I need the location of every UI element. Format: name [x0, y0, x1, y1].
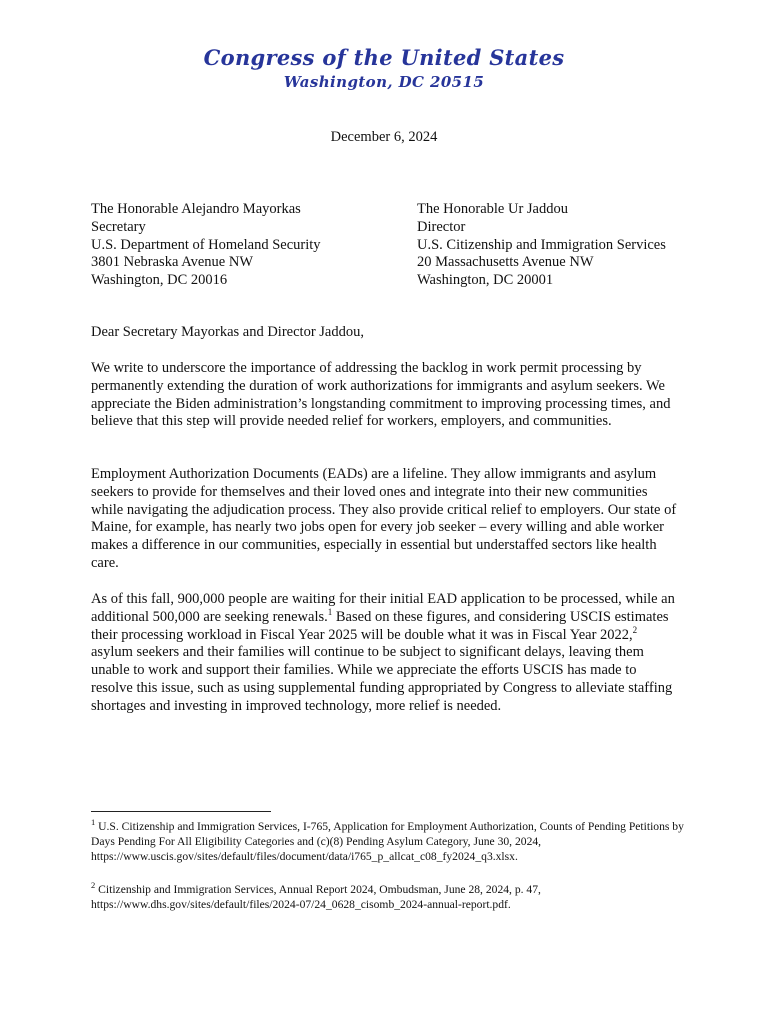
recipient-address-mayorkas: [91, 201, 321, 290]
paragraph-segment: Based on these figures, and considering USCIS estimates their processing workload in Fiscal Year 2025 will be double what it was in Fiscal Year 2022,: [91, 608, 669, 643]
body-paragraph-3: [91, 591, 681, 716]
paragraph-segment: asylum seekers and their families will continue to be subject to significant delays, leaving them unable to work and support their families. While we appreciate the efforts USCIS has made to resolve this issue, such as using supplemental funding appropriated by Congress to alleviate staffing shortages and investing in improved technology, more relief is needed.: [91, 644, 673, 714]
footnote-2: [91, 880, 691, 913]
letterhead: [0, 44, 768, 92]
recipient-city: Washington, DC 20016: [91, 272, 228, 289]
recipient-street: 20 Massachusetts Avenue NW: [417, 254, 594, 271]
letterhead-subtitle: Washington, DC 20515: [283, 73, 485, 91]
recipient-name: The Honorable Ur Jaddou: [417, 201, 568, 217]
recipient-street: 3801 Nebraska Avenue NW: [91, 254, 253, 271]
recipient-address-jaddou: [417, 201, 666, 290]
footnote-1: [91, 817, 691, 864]
recipient-title: Secretary: [91, 218, 146, 235]
footnote-number: 1: [91, 817, 96, 828]
letter-date: December 6, 2024: [330, 129, 438, 145]
paragraph-text: We write to underscore the importance of addressing the backlog in work permit processing by permanently extending the duration of work authorizations for immigrants and asylum seekers. We appreciate the Biden administration’s longstanding commitment to improving processing times, and believe that this step will provide needed relief for workers, employers, and communities.: [91, 360, 671, 430]
paragraph-text: Employment Authorization Documents (EADs) are a lifeline. They allow immigrants and asylum seekers to provide for themselves and their loved ones and integrate into their new communities while navigating the adjudication process. They also provide critical relief to employers. Our state of Maine, for example, has nearly two jobs open for every job seeker – every willing and able worker makes a difference in our communities, especially in essential but understaffed sectors like health care.: [91, 466, 677, 571]
footnote-ref-1[interactable]: 1: [327, 606, 333, 617]
salutation: Dear Secretary Mayorkas and Director Jaddou,: [91, 324, 364, 340]
paragraph-text: [91, 591, 681, 716]
footnote-ref-2[interactable]: 2: [632, 624, 638, 635]
footnote-text: U.S. Citizenship and Immigration Services, I-765, Application for Employment Authorization, Counts of Pending Petitions by Days Pending For All Eligibility Categories and (c)(8) Pending Asylum Category, June 30, 2024,: [91, 820, 684, 848]
recipient-title: Director: [417, 218, 466, 235]
recipient-agency: U.S. Department of Homeland Security: [91, 236, 321, 253]
letterhead-title: Congress of the United States: [203, 45, 565, 70]
footnote-text: Citizenship and Immigration Services, Annual Report 2024, Ombudsman, June 28, 2024, p. 47,: [98, 883, 541, 896]
paragraph-segment: As of this fall, 900,000 people are waiting for their initial EAD application to be processed, while an additional 500,000 are seeking renewals.: [91, 591, 675, 625]
recipient-agency: U.S. Citizenship and Immigration Services: [417, 236, 666, 253]
body-paragraph-2: [91, 466, 681, 573]
recipient-city: Washington, DC 20001: [417, 272, 554, 289]
recipient-name: The Honorable Alejandro Mayorkas: [91, 201, 301, 217]
footnote-url[interactable]: https://www.uscis.gov/sites/default/files/document/data/i765_p_allcat_c08_fy2024_q3.xlsx.: [91, 849, 518, 863]
footnote-divider: [91, 811, 271, 812]
footnote-number: 2: [91, 880, 96, 891]
body-paragraph-1: [91, 360, 681, 431]
footnote-url[interactable]: https://www.dhs.gov/sites/default/files/2024-07/24_0628_cisomb_2024-annual-report.pdf.: [91, 897, 511, 911]
